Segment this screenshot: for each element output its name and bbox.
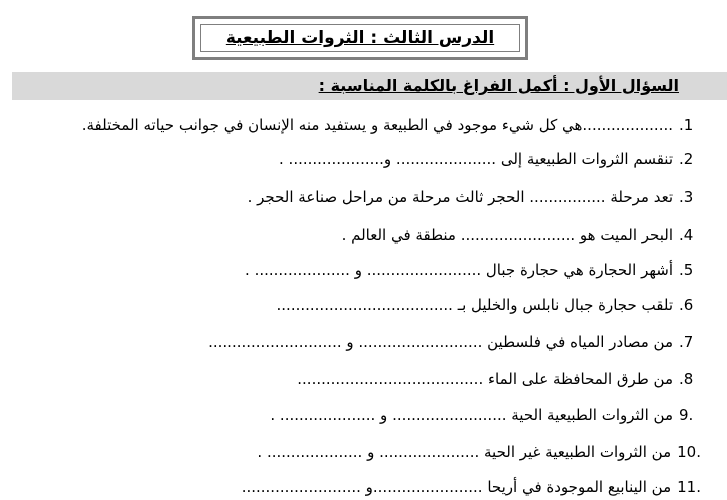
item-text: من طرق المحافظة على الماء ....................................... — [297, 370, 673, 388]
lesson-title-box — [192, 16, 528, 60]
item-number: .4 — [679, 226, 694, 244]
item-text: أشهر الحجارة هي حجارة جبال ........................ و .................... . — [245, 261, 673, 279]
item-number: .5 — [679, 261, 694, 279]
item-number: .7 — [679, 333, 694, 351]
item-text: ...................هي كل شيء موجود في الطبيعة و يستفيد منه الإنسان في جوانب حياته المختلفة. — [81, 116, 673, 134]
list-item — [342, 222, 701, 248]
list-item — [257, 439, 701, 465]
question-banner — [12, 72, 727, 100]
item-text: البحر الميت هو ........................ منطقة في العالم . — [341, 226, 673, 244]
item-text: تعد مرحلة ................ الحجر ثالث مرحلة من مراحل صناعة الحجر . — [247, 188, 673, 206]
lesson-title-inner-frame — [200, 24, 520, 52]
item-number: .3 — [679, 188, 694, 206]
item-text: تلقب حجارة جبال نابلس والخليل بـ ..................................... — [276, 296, 673, 314]
question-heading: السؤال الأول : أكمل الفراغ بالكلمة المناسبة : — [318, 76, 679, 95]
item-number: 10. — [677, 443, 701, 461]
list-item — [277, 292, 701, 318]
list-item — [248, 184, 701, 210]
lesson-title: الدرس الثالث : الثروات الطبيعية — [225, 28, 495, 48]
item-number: .2 — [679, 150, 694, 168]
item-text: تنقسم الثروات الطبيعية إلى ..................... و.................... . — [279, 150, 673, 168]
item-text: من الينابيع الموجودة في أريحا .......................و ......................... — [241, 478, 672, 496]
item-number: 11. — [677, 478, 701, 496]
item-number: .6 — [679, 296, 694, 314]
item-text: من مصادر المياه في فلسطين .......................... و ............................ — [208, 333, 673, 351]
list-item — [242, 474, 701, 500]
item-text: من الثروات الطبيعية الحية ........................ و .................... . — [270, 406, 673, 424]
list-item — [279, 146, 701, 172]
item-number: 9. — [679, 406, 694, 424]
item-number: .8 — [679, 370, 694, 388]
list-item — [297, 366, 701, 392]
item-text: من الثروات الطبيعية غير الحية ..................... و .................... . — [257, 443, 672, 461]
list-item — [270, 402, 701, 428]
list-item — [245, 257, 701, 283]
list-item — [208, 329, 701, 355]
list-item — [82, 112, 701, 138]
item-number: .1 — [679, 116, 694, 134]
